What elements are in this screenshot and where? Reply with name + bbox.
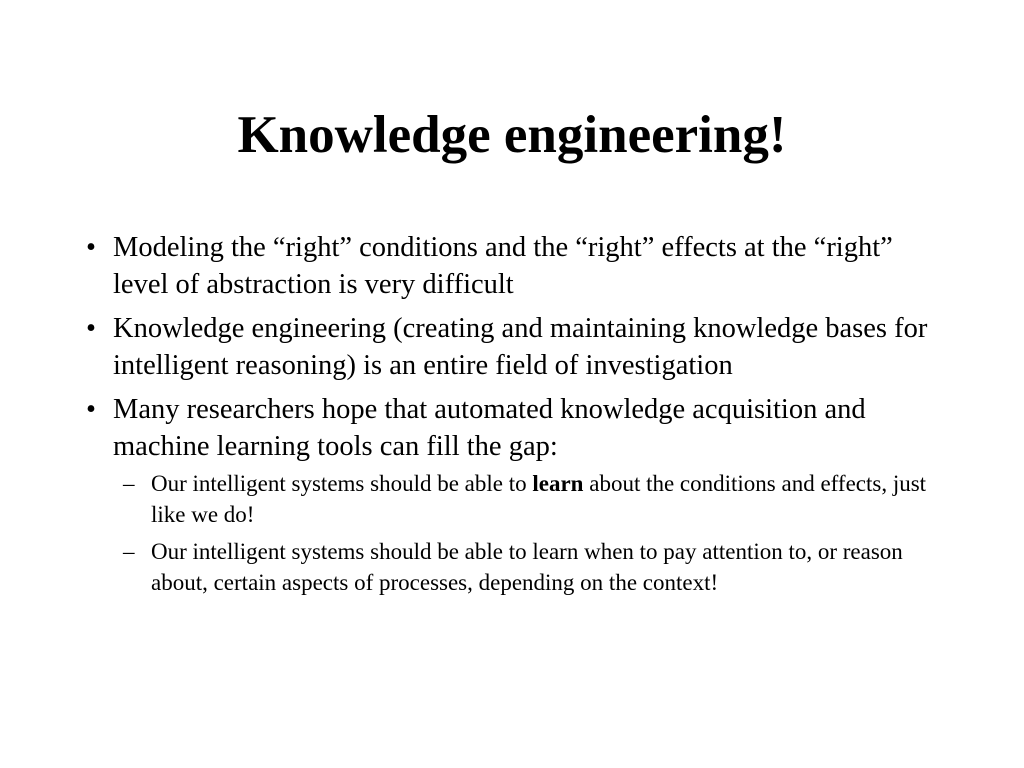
bullet-text: Many researchers hope that automated knowledge acquisition and machine learning tools can fill the gap: [113, 394, 866, 462]
bullet-marker-icon: • [86, 232, 96, 263]
sub-bullet-text-before: Our intelligent systems should be able to [151, 471, 533, 496]
bullet-item [86, 310, 946, 384]
sub-bullet-text: Our intelligent systems should be able to learn when to pay attention to, or reason about, certain aspects of processes, depending on the context! [151, 539, 903, 595]
bullet-marker-icon: • [86, 394, 96, 425]
bullet-list [86, 229, 946, 605]
emphasis-word: learn [532, 471, 584, 496]
sub-bullet-text-after: about the conditions and effects, just like we do! [151, 471, 927, 527]
sub-bullet-item [123, 468, 946, 530]
sub-bullet-item [123, 536, 946, 598]
dash-marker-icon: – [123, 539, 135, 564]
sub-bullet-list [123, 468, 946, 598]
slide-title: Knowledge engineering! [237, 106, 787, 164]
bullet-item [86, 391, 946, 598]
dash-marker-icon: – [123, 471, 135, 496]
bullet-item [86, 229, 946, 303]
bullet-marker-icon: • [86, 313, 96, 344]
bullet-text: Knowledge engineering (creating and maintaining knowledge bases for intelligent reasoning) is an entire field of investigation [113, 313, 928, 381]
bullet-text: Modeling the “right” conditions and the “right” effects at the “right” level of abstraction is very difficult [113, 232, 893, 300]
